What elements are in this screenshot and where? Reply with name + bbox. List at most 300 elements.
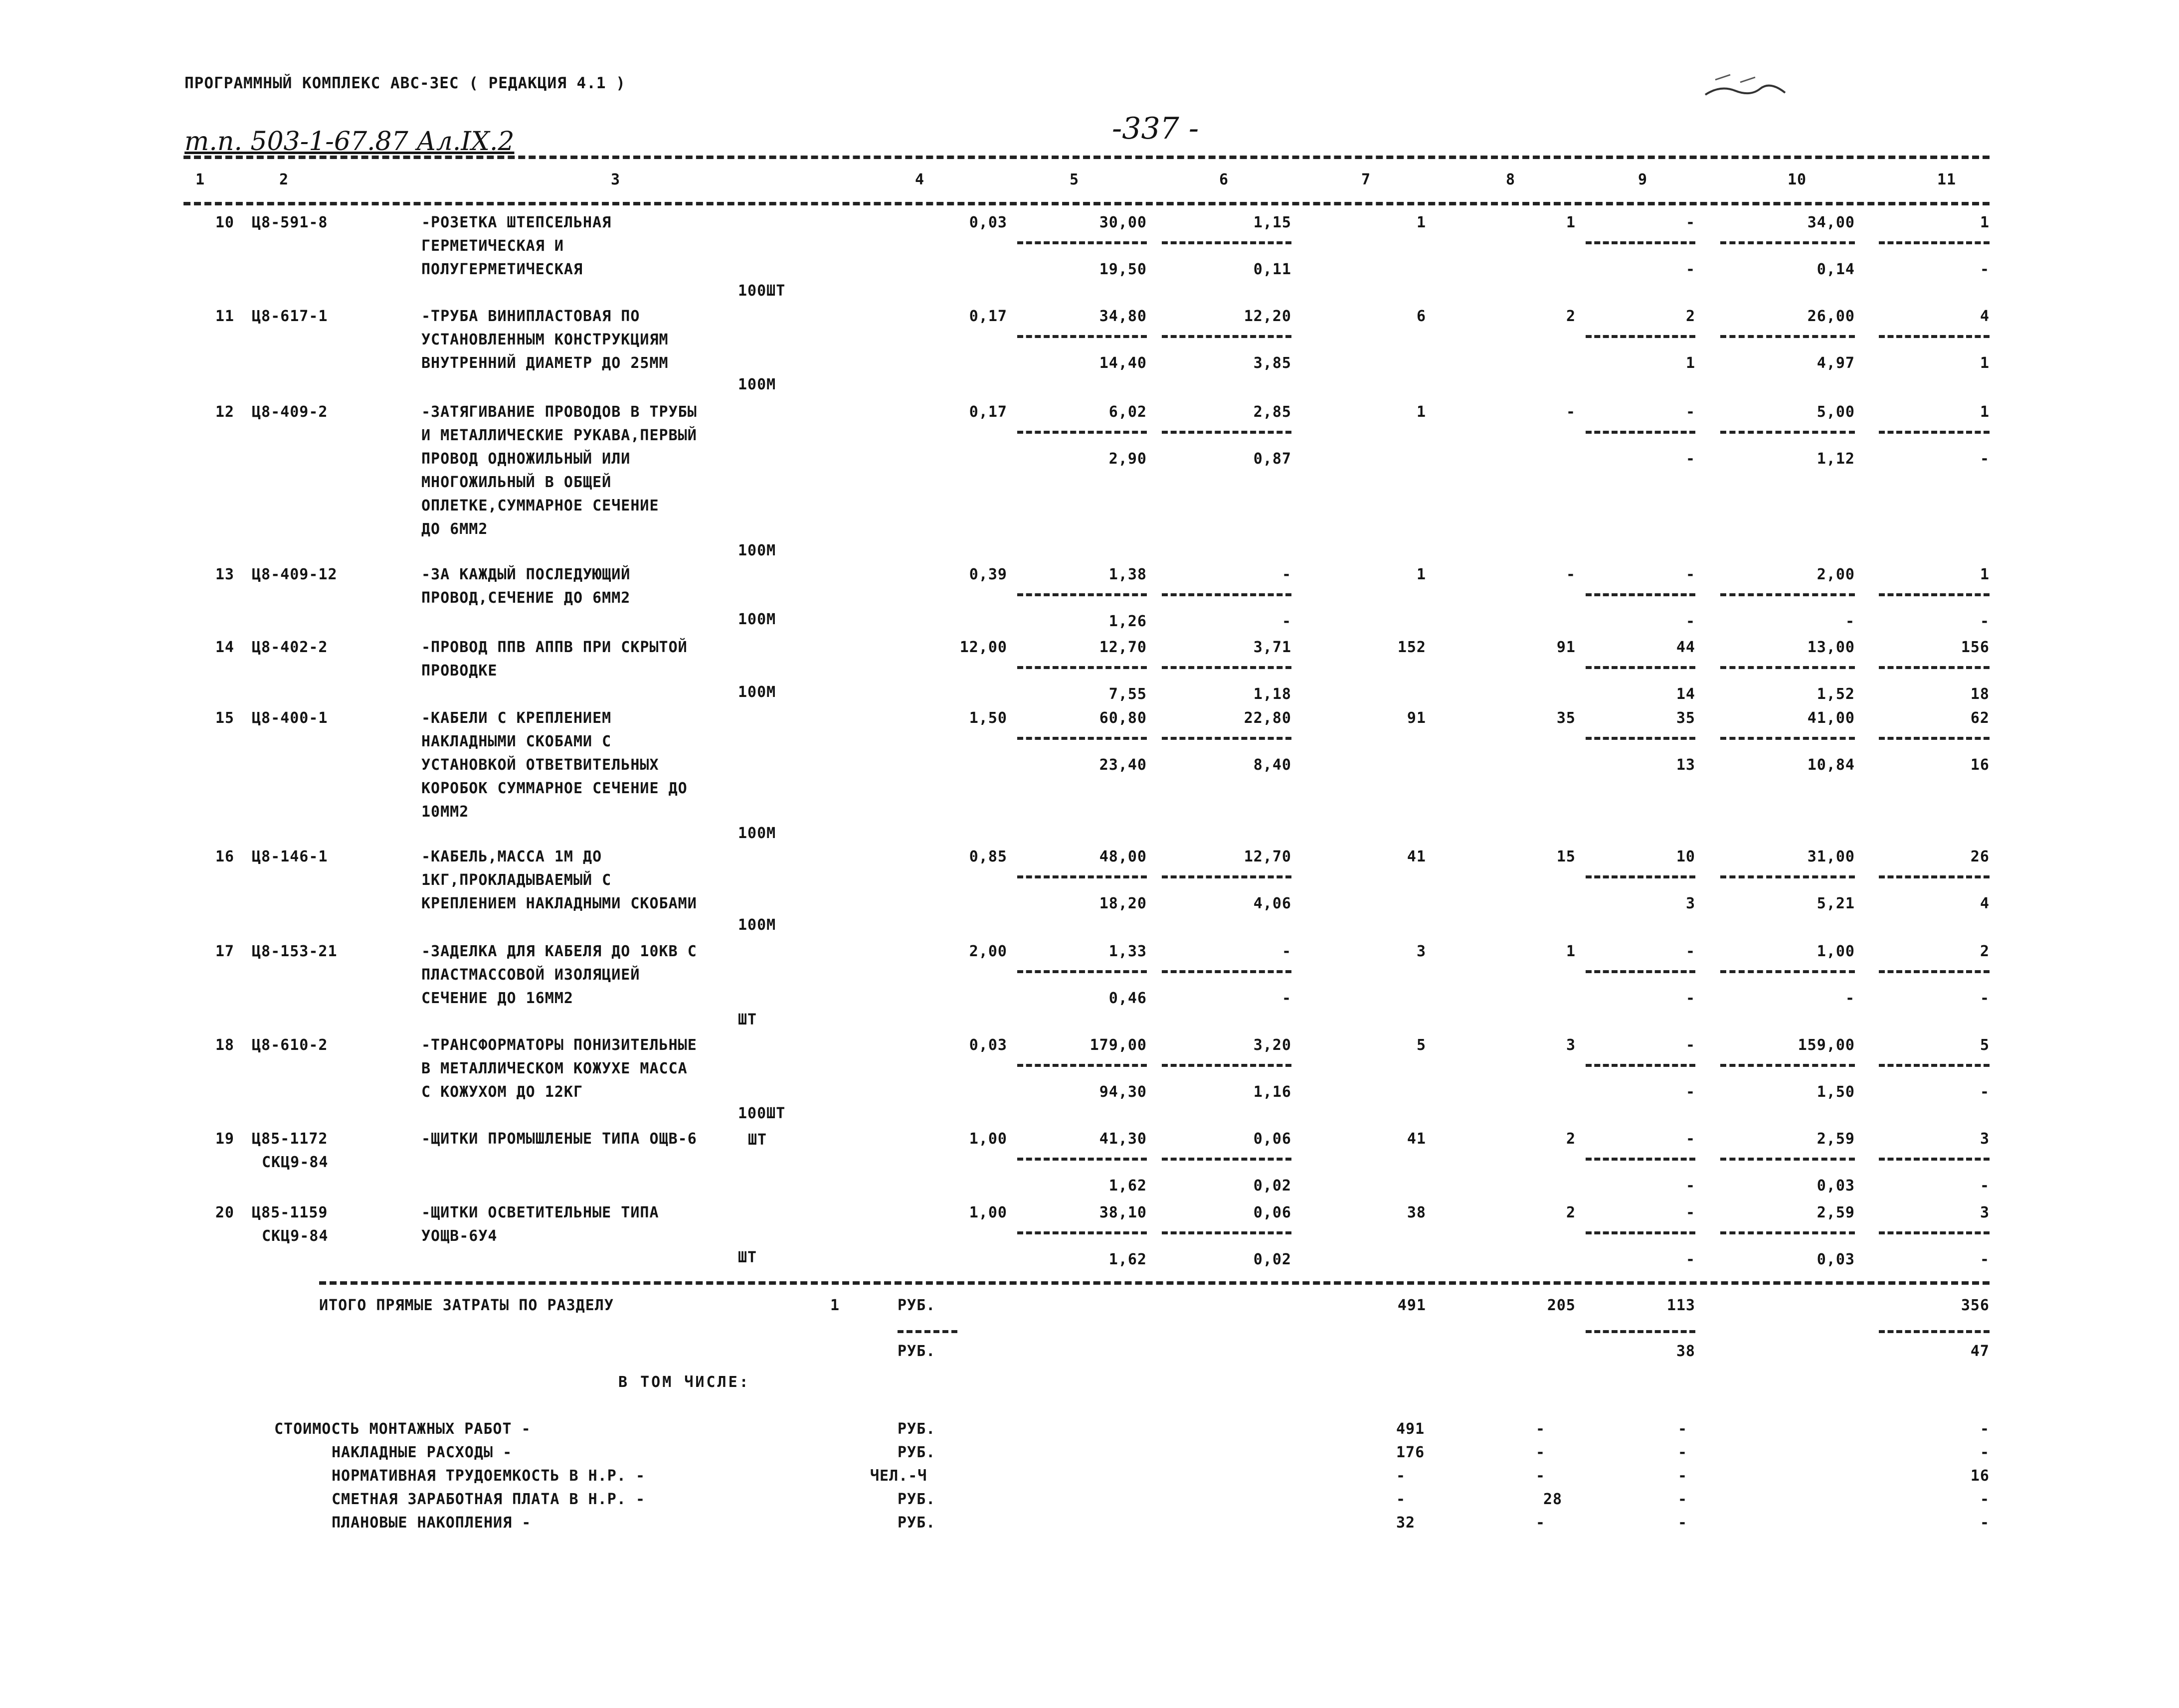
work-description-line: УСТАНОВЛЕННЫМ КОНСТРУКЦИЯМ [421,331,669,348]
program-header: ПРОГРАММНЫЙ КОМПЛЕКС АВС-ЗЕС ( РЕДАКЦИЯ 4.1 ) [184,74,626,92]
work-description-line: ПЛАСТМАССОВОЙ ИЗОЛЯЦИЕЙ [421,966,640,984]
cell-c11-wage: - [1980,990,1990,1007]
measure-unit: 100М [738,683,776,701]
cell-c8: 1 [1566,214,1576,231]
cell-c9-wage: 13 [1676,756,1695,774]
cell-divider-c5 [1017,875,1147,878]
cell-c6: 3,71 [1253,639,1291,656]
measure-unit: ШТ [748,1131,767,1149]
totals-col9-rule [1586,1330,1695,1333]
measure-unit: 100М [738,542,776,559]
column-number: 4 [915,171,925,188]
cell-c6: - [1281,943,1291,960]
rate-code: Ц8-146-1 [252,848,328,865]
summary-label: СТОИМОСТЬ МОНТАЖНЫХ РАБОТ - [274,1420,531,1438]
column-number: 10 [1788,171,1807,188]
cell-c5: 34,80 [1099,308,1147,325]
work-description-line: ВНУТРЕННИЙ ДИАМЕТР ДО 25ММ [421,354,669,372]
row-number: 14 [215,639,234,656]
cell-divider-c5 [1017,1158,1147,1161]
cell-c11: 1 [1980,214,1990,231]
totals-col7: 491 [1397,1297,1426,1314]
cell-c5: 30,00 [1099,214,1147,231]
totals-col9-sub: 38 [1676,1343,1695,1360]
work-description-line: ГЕРМЕТИЧЕСКАЯ И [421,237,564,255]
cell-c10-wage: 10,84 [1807,756,1855,774]
cell-c7: 38 [1407,1204,1426,1221]
cell-divider-c5 [1017,431,1147,434]
cell-c5: 179,00 [1090,1036,1147,1054]
cell-c5-wage: 18,20 [1099,895,1147,912]
cell-divider-c5 [1017,970,1147,973]
including-label: В ТОМ ЧИСЛЕ: [618,1373,750,1391]
work-description-line: -КАБЕЛЬ,МАССА 1М ДО [421,848,602,865]
cell-qty: 0,17 [969,308,1007,325]
cell-c6: 22,80 [1244,709,1291,727]
column-number: 7 [1361,171,1371,188]
cell-c6: 2,85 [1253,403,1291,421]
cell-divider-c6 [1162,875,1291,878]
totals-top-rule [319,1281,1990,1285]
measure-unit: 100М [738,916,776,934]
cell-c9-wage: 1 [1685,354,1695,372]
cell-c8: 35 [1556,709,1576,727]
work-description-line: -ТРУБА ВИНИПЛАСТОВАЯ ПО [421,308,640,325]
cell-divider-c9 [1586,431,1695,434]
cell-c9-wage: 14 [1676,685,1695,703]
cell-c9-wage: - [1685,1083,1695,1101]
cell-qty: 12,00 [959,639,1007,656]
work-description-line: -ЗА КАЖДЫЙ ПОСЛЕДУЮЩИЙ [421,566,631,583]
cell-c5-wage: 2,90 [1108,450,1147,468]
cell-divider-c6 [1162,241,1291,244]
cell-divider-c10 [1720,335,1855,338]
page-number: -337 - [1112,111,1199,146]
summary-unit: РУБ. [898,1444,936,1461]
cell-divider-c9 [1586,666,1695,669]
rate-code-secondary: СКЦ9-84 [262,1154,329,1171]
cell-divider-c10 [1720,1231,1855,1234]
cell-c6-wage: - [1281,613,1291,630]
column-number: 8 [1506,171,1516,188]
cell-c6-wage: 0,02 [1253,1177,1291,1195]
cell-c6-wage: 1,18 [1253,685,1291,703]
cell-divider-c9 [1586,1158,1695,1161]
cell-c5-wage: 0,46 [1108,990,1147,1007]
rate-code: Ц8-610-2 [252,1036,328,1054]
work-description-line: С КОЖУХОМ ДО 12КГ [421,1083,583,1101]
cell-divider-c10 [1720,737,1855,740]
row-number: 18 [215,1036,234,1054]
cell-c8: 1 [1566,943,1576,960]
cell-c9: - [1685,403,1695,421]
cell-c7: 1 [1416,566,1426,583]
cell-c9: - [1685,1130,1695,1148]
summary-label: НАКЛАДНЫЕ РАСХОДЫ - [332,1444,513,1461]
cell-divider-c11 [1879,1231,1990,1234]
cell-c8: 3 [1566,1036,1576,1054]
cell-divider-c5 [1017,666,1147,669]
summary-unit: РУБ. [898,1420,936,1438]
cell-c7: 91 [1407,709,1426,727]
column-number: 2 [279,171,289,188]
rate-code: Ц8-402-2 [252,639,328,656]
totals-col11-rule [1879,1330,1990,1333]
cell-divider-c6 [1162,1064,1291,1067]
cell-c10: 13,00 [1807,639,1855,656]
handwritten-mark-icon [1700,60,1790,105]
summary-col7: 491 [1396,1420,1425,1438]
work-description-line: КОРОБОК СУММАРНОЕ СЕЧЕНИЕ ДО [421,780,688,797]
row-number: 12 [215,403,234,421]
cell-c8: 15 [1556,848,1576,865]
measure-unit: 100ШТ [738,282,786,300]
cell-divider-c11 [1879,737,1990,740]
cell-c9: - [1685,943,1695,960]
cell-qty: 0,17 [969,403,1007,421]
work-description-line: В МЕТАЛЛИЧЕСКОМ КОЖУХЕ МАССА [421,1060,688,1077]
cell-divider-c9 [1586,1231,1695,1234]
cell-c6-wage: 3,85 [1253,354,1291,372]
cell-c9: 2 [1685,308,1695,325]
work-description-line: 10ММ2 [421,803,469,821]
cell-c6: 1,15 [1253,214,1291,231]
cell-c11-wage: 4 [1980,895,1990,912]
summary-col7: 176 [1396,1444,1425,1461]
row-number: 13 [215,566,234,583]
cell-c11-wage: - [1980,1083,1990,1101]
rate-code-secondary: СКЦ9-84 [262,1227,329,1245]
column-number: 5 [1070,171,1080,188]
cell-c11: 156 [1961,639,1990,656]
totals-unit-rub: РУБ. [898,1297,936,1314]
cell-c5-wage: 94,30 [1099,1083,1147,1101]
cell-c9-wage: 3 [1685,895,1695,912]
cell-c5-wage: 1,26 [1108,613,1147,630]
cell-c6-wage: 8,40 [1253,756,1291,774]
cell-c7: 152 [1397,639,1426,656]
cell-c11: 5 [1980,1036,1990,1054]
header-bottom-rule [183,202,1990,205]
cell-c8: 2 [1566,308,1576,325]
cell-divider-c11 [1879,875,1990,878]
cell-c6-wage: 0,02 [1253,1251,1291,1268]
cell-c11-wage: 1 [1980,354,1990,372]
work-description-line: ПОЛУГЕРМЕТИЧЕСКАЯ [421,261,583,278]
work-description-line: И МЕТАЛЛИЧЕСКИЕ РУКАВА,ПЕРВЫЙ [421,427,697,444]
cell-c7: 1 [1416,214,1426,231]
cell-c10-wage: 0,03 [1816,1251,1855,1268]
cell-c7: 41 [1407,1130,1426,1148]
work-description-line: -ЗАТЯГИВАНИЕ ПРОВОДОВ В ТРУБЫ [421,403,697,421]
column-number: 1 [195,171,205,188]
cell-c8: - [1566,566,1576,583]
cell-divider-c9 [1586,593,1695,596]
totals-col11-sub: 47 [1970,1343,1990,1360]
cell-c6-wage: 0,11 [1253,261,1291,278]
cell-c5-wage: 23,40 [1099,756,1147,774]
row-number: 11 [215,308,234,325]
cell-c10: 5,00 [1816,403,1855,421]
rate-code: Ц85-1172 [252,1130,328,1148]
cell-c5: 6,02 [1108,403,1147,421]
cell-c10: 1,00 [1816,943,1855,960]
cell-c11: 1 [1980,403,1990,421]
cell-divider-c10 [1720,875,1855,878]
cell-c9-wage: - [1685,1177,1695,1195]
cell-c9-wage: - [1685,450,1695,468]
summary-col9: - [1678,1444,1688,1461]
cell-c5-wage: 1,62 [1108,1177,1147,1195]
row-number: 19 [215,1130,234,1148]
cell-c11-wage: - [1980,1177,1990,1195]
cell-divider-c6 [1162,1231,1291,1234]
cell-divider-c6 [1162,970,1291,973]
rate-code: Ц8-153-21 [252,943,338,960]
cell-c11-wage: - [1980,1251,1990,1268]
cell-c5-wage: 19,50 [1099,261,1147,278]
work-description-line: 1КГ,ПРОКЛАДЫВАЕМЫЙ С [421,871,612,889]
rate-code: Ц8-409-12 [252,566,338,583]
cell-divider-c5 [1017,335,1147,338]
cell-c6: - [1281,566,1291,583]
cell-c10-wage: - [1845,990,1855,1007]
work-description-line: -ЩИТКИ ОСВЕТИТЕЛЬНЫЕ ТИПА [421,1204,659,1221]
cell-divider-c10 [1720,666,1855,669]
totals-unit-rule [898,1330,957,1333]
cell-divider-c11 [1879,666,1990,669]
cell-c6-wage: 4,06 [1253,895,1291,912]
summary-col9: - [1678,1491,1688,1508]
cell-divider-c5 [1017,241,1147,244]
cell-divider-c5 [1017,1064,1147,1067]
cell-c6: 12,20 [1244,308,1291,325]
summary-col8: 28 [1543,1491,1563,1508]
cell-c8: 2 [1566,1130,1576,1148]
cell-c9: 35 [1676,709,1695,727]
cell-divider-c10 [1720,593,1855,596]
summary-unit: РУБ. [898,1491,936,1508]
row-number: 10 [215,214,234,231]
cell-divider-c6 [1162,431,1291,434]
work-description-line: СЕЧЕНИЕ ДО 16ММ2 [421,990,573,1007]
cell-qty: 0,03 [969,214,1007,231]
document-reference: т.п. 503-1-67.87 Ал.IX.2 [184,127,515,157]
cell-divider-c5 [1017,593,1147,596]
measure-unit: ШТ [738,1011,757,1028]
cell-c7: 5 [1416,1036,1426,1054]
cell-c5-wage: 7,55 [1108,685,1147,703]
cell-c11: 26 [1970,848,1990,865]
measure-unit: 100М [738,825,776,842]
summary-col8: - [1536,1514,1546,1532]
cell-c11: 2 [1980,943,1990,960]
cell-c9: - [1685,566,1695,583]
cell-divider-c9 [1586,875,1695,878]
cell-c9-wage: - [1685,261,1695,278]
cell-c5: 48,00 [1099,848,1147,865]
cell-c11-wage: - [1980,261,1990,278]
rate-code: Ц8-400-1 [252,709,328,727]
cell-c10-wage: 0,03 [1816,1177,1855,1195]
work-description-line: -ТРАНСФОРМАТОРЫ ПОНИЗИТЕЛЬНЫЕ [421,1036,697,1054]
summary-col11: 16 [1970,1467,1990,1485]
summary-label: ПЛАНОВЫЕ НАКОПЛЕНИЯ - [332,1514,532,1532]
cell-c6-wage: - [1281,990,1291,1007]
summary-label: СМЕТНАЯ ЗАРАБОТНАЯ ПЛАТА В Н.Р. - [332,1491,646,1508]
cell-c6: 0,06 [1253,1130,1291,1148]
cell-divider-c11 [1879,431,1990,434]
cell-c9: - [1685,214,1695,231]
cell-c8: 91 [1556,639,1576,656]
cell-c10-wage: - [1845,613,1855,630]
cell-qty: 1,50 [969,709,1007,727]
cell-c5: 38,10 [1099,1204,1147,1221]
cell-c9: 10 [1676,848,1695,865]
cell-c7: 41 [1407,848,1426,865]
measure-unit: 100М [738,376,776,393]
cell-c5: 41,30 [1099,1130,1147,1148]
cell-c6: 12,70 [1244,848,1291,865]
work-description-line: УОЩВ-6У4 [421,1227,498,1245]
summary-col8: - [1536,1420,1546,1438]
cell-c9: 44 [1676,639,1695,656]
cell-c11: 3 [1980,1130,1990,1148]
summary-col9: - [1678,1420,1688,1438]
summary-col7: 32 [1396,1514,1416,1532]
cell-c8: - [1566,403,1576,421]
cell-c7: 6 [1416,308,1426,325]
cell-c10: 26,00 [1807,308,1855,325]
rate-code: Ц85-1159 [252,1204,328,1221]
cell-c9: - [1685,1036,1695,1054]
cell-divider-c9 [1586,1064,1695,1067]
cell-divider-c9 [1586,737,1695,740]
cell-divider-c6 [1162,335,1291,338]
cell-divider-c11 [1879,970,1990,973]
cell-divider-c11 [1879,1064,1990,1067]
cell-divider-c11 [1879,335,1990,338]
cell-c6-wage: 1,16 [1253,1083,1291,1101]
row-number: 15 [215,709,234,727]
cell-c11-wage: 18 [1970,685,1990,703]
cell-divider-c5 [1017,737,1147,740]
cell-c6: 3,20 [1253,1036,1291,1054]
cell-c11: 4 [1980,308,1990,325]
totals-col9: 113 [1666,1297,1695,1314]
summary-col7: - [1396,1467,1406,1485]
column-number: 9 [1638,171,1648,188]
cell-divider-c10 [1720,241,1855,244]
work-description-line: МНОГОЖИЛЬНЫЙ В ОБЩЕЙ [421,474,612,491]
cell-c10: 2,59 [1816,1130,1855,1148]
cell-c9-wage: - [1685,613,1695,630]
cell-c7: 3 [1416,943,1426,960]
rate-code: Ц8-591-8 [252,214,328,231]
cell-c10: 2,59 [1816,1204,1855,1221]
totals-unit-rub-2: РУБ. [898,1343,936,1360]
cell-divider-c5 [1017,1231,1147,1234]
cell-divider-c9 [1586,970,1695,973]
cell-c11-wage: 16 [1970,756,1990,774]
row-number: 16 [215,848,234,865]
cell-c5-wage: 14,40 [1099,354,1147,372]
summary-unit: РУБ. [898,1514,936,1532]
cell-c10-wage: 0,14 [1816,261,1855,278]
cell-qty: 0,39 [969,566,1007,583]
cell-c10: 31,00 [1807,848,1855,865]
work-description-line: ДО 6ММ2 [421,520,488,538]
cell-c11: 62 [1970,709,1990,727]
table-top-rule [183,156,1990,159]
cell-c10: 34,00 [1807,214,1855,231]
summary-col11: - [1980,1420,1990,1438]
column-number: 3 [611,171,621,188]
column-number: 11 [1937,171,1957,188]
cell-qty: 1,00 [969,1204,1007,1221]
cell-c7: 1 [1416,403,1426,421]
summary-unit: ЧЕЛ.-Ч [870,1467,927,1485]
cell-c5: 60,80 [1099,709,1147,727]
totals-col11: 356 [1961,1297,1990,1314]
summary-col9: - [1678,1467,1688,1485]
cell-c8: 2 [1566,1204,1576,1221]
cell-qty: 0,03 [969,1036,1007,1054]
cell-divider-c10 [1720,1158,1855,1161]
work-description-line: -РОЗЕТКА ШТЕПСЕЛЬНАЯ [421,214,612,231]
summary-col11: - [1980,1514,1990,1532]
cell-divider-c11 [1879,593,1990,596]
cell-divider-c6 [1162,737,1291,740]
work-description-line: -КАБЕЛИ С КРЕПЛЕНИЕМ [421,709,612,727]
work-description-line: -ПРОВОД ППВ АППВ ПРИ СКРЫТОЙ [421,639,688,656]
cell-divider-c6 [1162,1158,1291,1161]
measure-unit: ШТ [738,1249,757,1266]
totals-col8: 205 [1547,1297,1576,1314]
totals-label: ИТОГО ПРЯМЫЕ ЗАТРАТЫ ПО РАЗДЕЛУ [319,1297,614,1314]
cell-c5-wage: 1,62 [1108,1251,1147,1268]
cell-c10: 159,00 [1798,1036,1855,1054]
cell-divider-c9 [1586,335,1695,338]
cell-qty: 2,00 [969,943,1007,960]
cell-c5: 1,33 [1108,943,1147,960]
work-description-line: ОПЛЕТКЕ,СУММАРНОЕ СЕЧЕНИЕ [421,497,659,514]
cell-c9-wage: - [1685,990,1695,1007]
work-description-line: -ЗАДЕЛКА ДЛЯ КАБЕЛЯ ДО 10КВ С [421,943,697,960]
cell-c10-wage: 1,50 [1816,1083,1855,1101]
summary-col11: - [1980,1491,1990,1508]
cell-qty: 1,00 [969,1130,1007,1148]
cell-divider-c6 [1162,666,1291,669]
row-number: 17 [215,943,234,960]
cell-c11-wage: - [1980,613,1990,630]
summary-col7: - [1396,1491,1406,1508]
work-description-line: КРЕПЛЕНИЕМ НАКЛАДНЫМИ СКОБАМИ [421,895,697,912]
cell-c9-wage: - [1685,1251,1695,1268]
cell-divider-c10 [1720,431,1855,434]
summary-col11: - [1980,1444,1990,1461]
cell-c11-wage: - [1980,450,1990,468]
cell-divider-c11 [1879,241,1990,244]
cell-c5: 12,70 [1099,639,1147,656]
row-number: 20 [215,1204,234,1221]
rate-code: Ц8-617-1 [252,308,328,325]
summary-col9: - [1678,1514,1688,1532]
cell-c10-wage: 1,12 [1816,450,1855,468]
measure-unit: 100М [738,611,776,628]
cell-qty: 0,85 [969,848,1007,865]
cell-c6: 0,06 [1253,1204,1291,1221]
